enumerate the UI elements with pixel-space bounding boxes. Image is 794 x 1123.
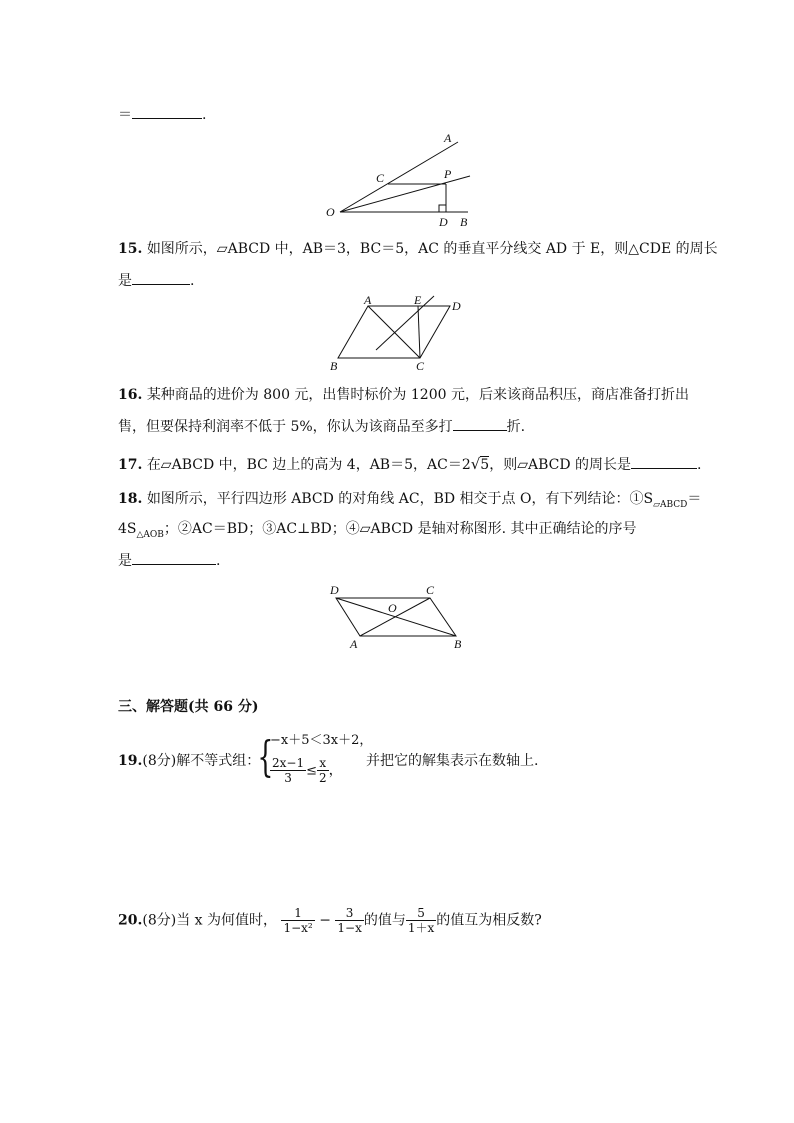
question-19-label	[118, 752, 260, 770]
question-text: 4S	[118, 521, 137, 537]
question-number: 18.	[118, 491, 143, 507]
question-text: 某种商品的进价为 800 元，出售时标价为 1200 元，后来该商品积压，商店准备打折出	[146, 387, 689, 403]
figure-parallelogram-abcd-q15	[326, 294, 466, 374]
fraction-1	[281, 906, 314, 935]
label-c: C	[426, 583, 435, 597]
question-number: 20.	[118, 912, 143, 929]
question-text: ，则▱ABCD 的周长是	[489, 457, 632, 473]
relation: ≤	[306, 763, 317, 779]
answer-blank[interactable]	[132, 270, 190, 285]
answer-blank[interactable]	[132, 104, 202, 119]
question-20	[118, 906, 542, 935]
question-number: 15.	[118, 241, 143, 257]
label-b: B	[454, 637, 462, 651]
period: .	[202, 107, 207, 123]
question-16-line1	[118, 386, 689, 404]
figure-angle-opb	[318, 128, 488, 228]
sqrt-sign: √	[470, 455, 481, 473]
question-text: (8分)当 x 为何值时，	[142, 912, 277, 929]
question-text: 如图所示，▱ABCD 中，AB＝3，BC＝5，AC 的垂直平分线交 AD 于 E，则△CDE 的周长	[146, 241, 718, 257]
answer-blank[interactable]	[453, 416, 507, 431]
diagonal-ac	[368, 306, 420, 358]
section-title: 三、解答题(共 66 分)	[118, 699, 259, 715]
answer-blank[interactable]	[631, 454, 697, 469]
question-text: 是	[118, 553, 132, 569]
answer-blank[interactable]	[132, 550, 216, 565]
subscript: ▱ABCD	[653, 499, 688, 510]
question-15-line2	[118, 270, 194, 290]
question-19-tail: 并把它的解集表示在数轴上.	[366, 753, 539, 769]
numerator: 3	[335, 906, 363, 921]
question-text: ；②AC＝BD；③AC⊥BD；④▱ABCD 是轴对称图形. 其中正确结论的序号	[163, 521, 637, 537]
denominator: 3	[284, 771, 292, 785]
denominator: 2	[319, 771, 327, 785]
denominator: 1−x²	[283, 921, 313, 935]
period: .	[697, 457, 702, 473]
question-text: 售，但要保持利润率不低于 5%，你认为该商品至多打	[118, 419, 453, 435]
right-angle-mark	[439, 205, 446, 212]
question-text: ＝	[687, 491, 702, 507]
question-text: 的值与	[363, 912, 406, 929]
label-e: E	[414, 293, 422, 307]
comma: ，	[328, 762, 343, 779]
fraction	[270, 756, 306, 785]
denominator: 1＋x	[407, 921, 435, 935]
label-b: B	[460, 215, 468, 229]
label-b: B	[330, 359, 338, 373]
question-text: 在▱ABCD 中，BC 边上的高为 4，AB＝5，AC＝2	[146, 457, 471, 473]
figure-parallelogram-abcd-q18	[326, 580, 476, 652]
numerator: 2x−1	[272, 756, 305, 770]
question-16-line2	[118, 416, 525, 436]
fraction	[317, 756, 329, 785]
period: .	[190, 273, 195, 289]
period: .	[216, 553, 221, 569]
subscript: △AOB	[136, 529, 164, 540]
question-text: 折.	[506, 419, 526, 435]
inequality-1: −x＋5＜3x＋2，	[270, 733, 373, 748]
question-18-line1	[118, 490, 701, 514]
question-15-line1	[118, 240, 718, 258]
label-c: C	[376, 171, 385, 185]
question-text: 如图所示，平行四边形 ABCD 的对角线 AC，BD 相交于点 O，有下列结论：①S	[146, 491, 654, 507]
minus-sign: −	[319, 912, 331, 929]
question-number: 16.	[118, 387, 143, 403]
numerator: x	[317, 756, 329, 771]
fraction-2	[335, 906, 363, 935]
equals-sign: ＝	[118, 107, 132, 123]
question-text: 的值互为相反数?	[436, 912, 542, 929]
label-o: O	[388, 601, 397, 615]
question-number: 19.	[118, 753, 143, 769]
segment-ec	[418, 306, 420, 358]
label-c: C	[416, 359, 425, 373]
label-a: A	[364, 293, 372, 307]
label-d: D	[439, 215, 448, 229]
denominator: 1−x	[337, 921, 362, 935]
ray-op	[340, 176, 470, 212]
sqrt-radicand: 5	[480, 457, 490, 473]
label-o: O	[326, 205, 335, 219]
label-d: D	[452, 299, 461, 313]
question-number: 17.	[118, 457, 143, 473]
numerator: 5	[406, 906, 436, 921]
label-a: A	[350, 637, 358, 651]
question-text: 是	[118, 273, 132, 289]
label-a: A	[444, 131, 452, 145]
inequality-2	[270, 756, 343, 785]
question-18-line3	[118, 550, 220, 570]
system-brace: {	[257, 732, 274, 781]
ray-oa	[340, 142, 458, 212]
question-18-line2	[118, 520, 636, 544]
numerator: 1	[281, 906, 314, 921]
label-d: D	[330, 583, 339, 597]
question-17	[118, 454, 701, 474]
fraction-3	[406, 906, 436, 935]
label-p: P	[444, 167, 452, 181]
question-text: (8分)解不等式组：	[142, 753, 261, 769]
prev-answer-line	[118, 104, 206, 124]
